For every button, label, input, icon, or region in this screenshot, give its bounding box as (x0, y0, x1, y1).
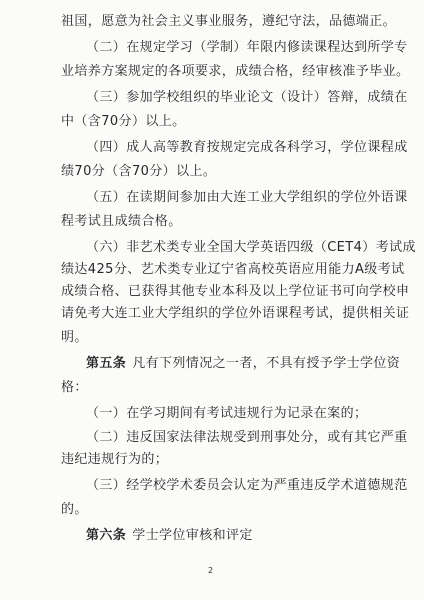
text-line: 格： (61, 380, 88, 395)
text-line: （四）成人高等教育按规定完成各科学习，学位课程成 (86, 140, 408, 155)
text-line: 违纪违规行为的； (61, 452, 169, 467)
article-text: 凡有下列情况之一者，不具有授予学士学位资 (132, 356, 401, 371)
text-line: 程考试且成绩合格。 (61, 214, 182, 229)
article-heading: 第六条 (86, 528, 127, 543)
article-line (86, 528, 396, 544)
text-line: 祖国，愿意为社会主义事业服务，遵纪守法，品德端正。 (61, 14, 397, 29)
article-line (86, 356, 401, 372)
text-line: （五）在读期间参加由大连工业大学组织的学位外语课 (86, 190, 408, 205)
text-line: 的。 (61, 502, 88, 517)
text-line: 绩70分（含70分）以上。 (61, 164, 217, 179)
text-line: （三）经学校学术委员会认定为严重违反学术道德规范 (86, 478, 408, 493)
article-text: 学士学位审核和评定 (132, 528, 253, 543)
text-line: （二）在规定学习（学制）年限内修读课程达到所学专 (86, 40, 408, 55)
text-line: 明。 (61, 330, 88, 345)
text-line: （六）非艺术类专业全国大学英语四级（CET4）考试成 (86, 240, 416, 255)
text-line: （二）违反国家法律法规受到刑事处分，或有其它严重 (86, 430, 408, 445)
page-number: 2 (208, 566, 214, 575)
text-line: （一）在学习期间有考试违规行为记录在案的； (86, 406, 368, 421)
article-heading: 第五条 (86, 356, 127, 371)
text-line: 业培养方案规定的各项要求，成绩合格，经审核准予毕业。 (61, 64, 410, 79)
text-line: 成绩合格、已获得其他专业本科及以上学位证书可向学校申 (61, 284, 410, 299)
text-line: 绩达425分、艺术类专业辽宁省高校英语应用能力A级考试 (61, 262, 405, 277)
text-line: 请免考大连工业大学组织的学位外语课程考试，提供相关证 (61, 306, 410, 321)
text-line: 中（含70分）以上。 (61, 114, 186, 129)
text-line: （三）参加学校组织的毕业论文（设计）答辩，成绩在 (86, 90, 408, 105)
